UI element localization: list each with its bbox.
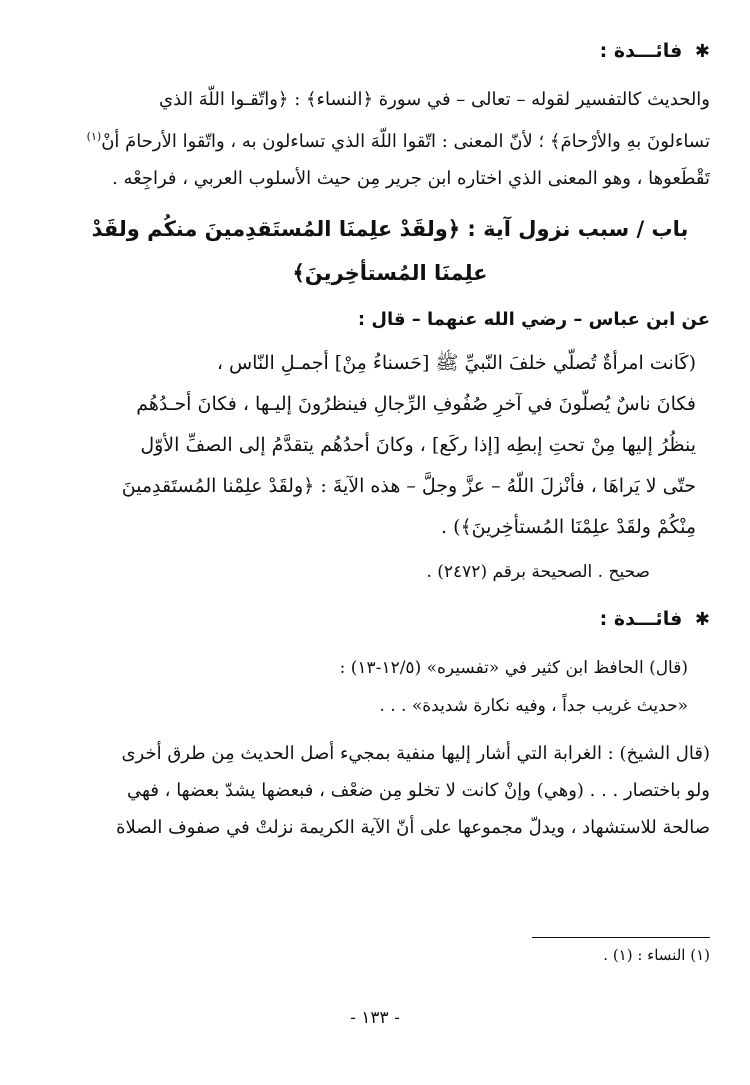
star-icon: ✱	[694, 609, 710, 630]
sheikh-line: (قال الشيخ) : الغرابة التي أشار إليها منفية بمجيء أصل الحديث مِن طرق أخرى	[121, 743, 710, 764]
text-line: تساءلونَ بهِ والأرْحامَ﴾ ؛ لأنّ المعنى : اتّقوا اللّهَ الذي تساءلون به ، واتّقوا الأرحامَ أنْ$^{(١)}$	[86, 130, 710, 152]
commentary-paragraph	[70, 81, 710, 197]
quote-text: «حديث غريب جداً ، وفيه نكارة شديدة» . . .	[379, 696, 688, 716]
sheikh-line: صالحة للاستشهاد ، ويدلّ مجموعها على أنّ الآية الكريمة نزلتْ في صفوف الصلاة	[116, 817, 710, 838]
ibn-kathir-quote	[70, 649, 688, 725]
fawaid-heading-1	[70, 34, 710, 69]
hadith-line: حتّى لا يَراهَا ، فأنْزلَ اللّهُ – عزَّ وجلَّ – هذه الآيةَ : ﴿ولقَدْ علِمْنا المُستَقدِمينَ	[121, 475, 696, 497]
text-line: والحديث كالتفسير لقوله – تعالى – في سورة ﴿النساء﴾ : ﴿واتّقـوا اللّهَ الذي	[158, 89, 710, 110]
sheikh-line: ولو باختصار . . . (وهي) وإنْ كانت لا تخلو مِن ضعْف ، فبعضها يشدّ بعضها ، فهي	[127, 780, 710, 801]
hadith-line: (كَانت امرأةٌ تُصلّي خلفَ النّبيِّ ﷺ [حَسناءُ مِنْ] أجمـلِ النّاس ،	[216, 352, 696, 374]
footnote-divider	[532, 937, 710, 938]
fawaid-label: فائـــدة :	[599, 40, 683, 62]
hadith-line: مِنْكُمْ ولقَدْ علِمْنَا المُستأخِرينَ﴾) .	[441, 516, 696, 538]
chapter-title-line: علِمنَا المُستأخِرينَ﴾	[292, 261, 488, 285]
footnote-marker: (١)	[86, 130, 102, 143]
page-number: - ١٣٣ -	[350, 1008, 400, 1028]
hadith-text	[70, 343, 710, 548]
hadith-line: فكانَ ناسٌ يُصلّونَ في آخرِ صُفُوفِ الرِّجالِ فينظرُونَ إليـها ، فكانَ أحـدُهُم	[136, 393, 696, 415]
fawaid-heading-2	[70, 602, 710, 637]
authenticity-verdict: صحيح . الصحيحة برقم (٢٤٧٢) .	[426, 562, 650, 582]
footnote: (١) النساء : (١) .	[603, 946, 710, 964]
hadith-line: ينظُرُ إليها مِنْ تحتِ إبطِه [إذا ركَع] ، وكانَ أحدُهُم يتقدَّمُ إلى الصفِّ الأوّل	[140, 434, 696, 456]
sheikh-commentary	[70, 735, 710, 846]
text-line: تَقْطَعوها ، وهو المعنى الذي اختاره ابن جرير مِن حيث الأسلوب العربي ، فراجِعْه .	[112, 168, 710, 189]
chapter-title	[70, 207, 710, 295]
page-body	[70, 34, 710, 846]
quote-intro: (قال) الحافظ ابن كثير في «تفسيره» (١٢/٥-١٣) :	[339, 658, 688, 678]
narrator-line: عن ابن عباس – رضي الله عنهما – قال :	[357, 309, 710, 330]
chapter-title-line: باب / سبب نزول آية : ﴿ولقَدْ علِمنَا المُستَقدِمينَ منكُم ولقَدْ	[91, 217, 689, 241]
fawaid-label: فائـــدة :	[599, 608, 683, 630]
star-icon: ✱	[694, 41, 710, 62]
